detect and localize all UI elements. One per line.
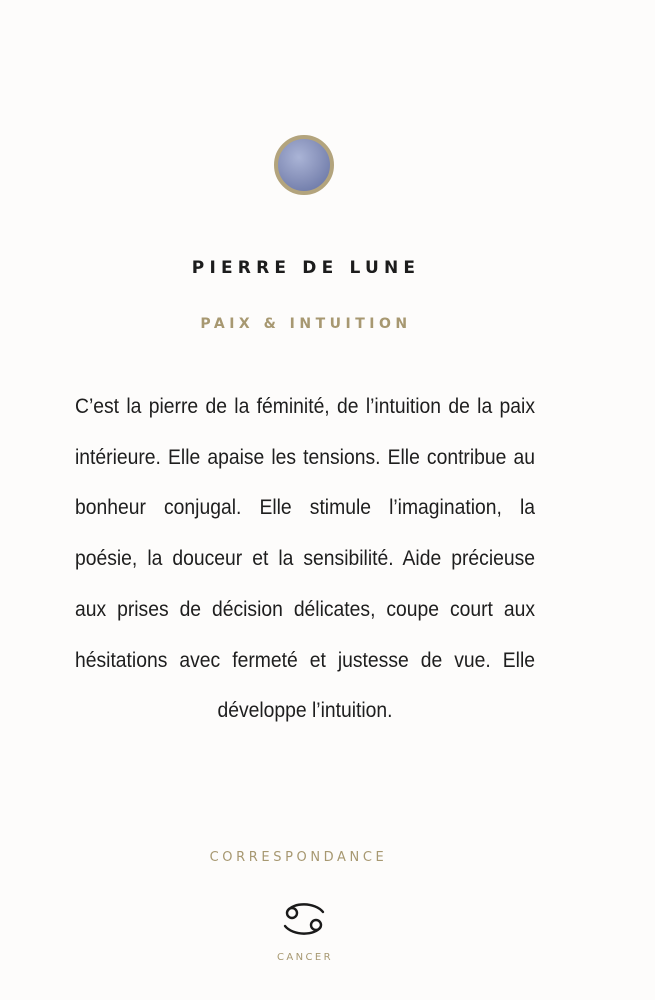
zodiac-sign-label: CANCER	[277, 952, 333, 963]
stone-description: C’est la pierre de la féminité, de l’intuition de la paix intérieure. Elle apaise les tensions. Elle contribue au bonheur conjugal. Elle stimule l’imagination, la poésie, la douceur et la sensibilité. Aide précieuse aux prises de décision délicates, coupe court aux hésitations avec fermeté et justesse de vue. Elle développe l’intuition.	[75, 395, 535, 723]
stone-subtitle: PAIX & INTUITION	[200, 316, 412, 332]
stone-title: PIERRE DE LUNE	[191, 258, 421, 278]
cancer-zodiac-icon	[281, 901, 327, 937]
correspondance-label: CORRESPONDANCE	[209, 850, 388, 865]
moonstone-icon	[274, 135, 334, 195]
